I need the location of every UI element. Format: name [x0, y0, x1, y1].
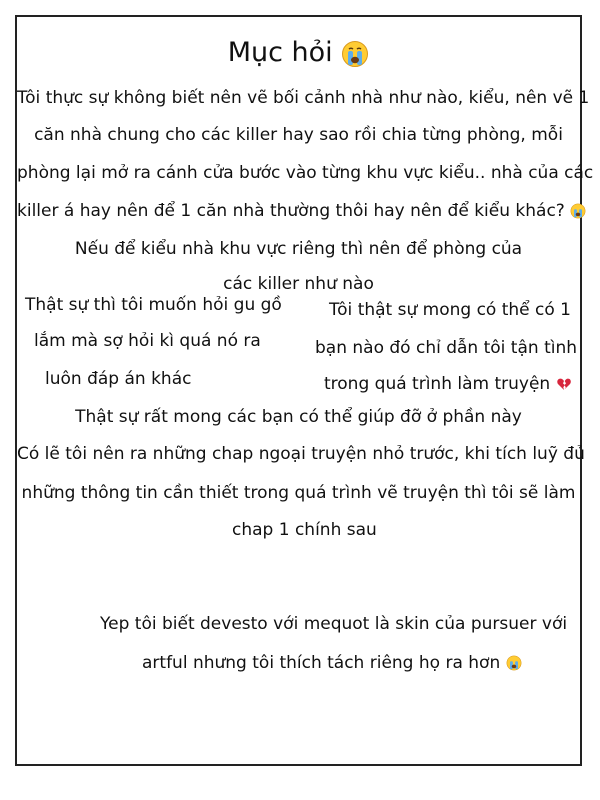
left-note-line-1: Thật sự thì tôi muốn hỏi gu gồ — [25, 295, 282, 315]
crying-face-icon — [506, 655, 522, 671]
paragraph-line-5: Nếu để kiểu nhà khu vực riêng thì nên để phòng của — [74, 239, 523, 259]
broken-heart-icon — [556, 376, 572, 392]
crying-face-icon — [341, 40, 369, 68]
right-note-line-3: trong quá trình làm truyện — [324, 374, 551, 394]
paragraph2-line-2: những thông tin cần thiết trong quá trình vẽ truyện thì tôi sẽ làm — [21, 483, 576, 503]
right-note-line-3-row — [324, 373, 572, 395]
page-title-row — [17, 35, 580, 71]
left-note-line-2: lắm mà sợ hỏi kì quá nó ra — [34, 331, 261, 351]
paragraph-line-1: Tôi thực sự không biết nên vẽ bối cảnh nhà như nào, kiểu, nên vẽ 1 — [17, 88, 590, 108]
paragraph-line-4: killer á hay nên để 1 căn nhà thường thôi hay nên để kiểu khác? — [17, 201, 565, 221]
left-note-line-3: luôn đáp án khác — [45, 369, 192, 389]
page-title: Mục hỏi — [227, 37, 333, 68]
right-note-line-2: bạn nào đó chỉ dẫn tôi tận tình — [315, 338, 578, 358]
paragraph2-line-1: Có lẽ tôi nên ra những chap ngoại truyện nhỏ trước, khi tích luỹ đủ — [17, 444, 585, 464]
paragraph-line-6: các killer như nào — [223, 274, 374, 294]
crying-face-icon — [570, 203, 586, 219]
footer-note-line-2-row — [142, 652, 522, 674]
paragraph-line-3: phòng lại mở ra cánh cửa bước vào từng khu vực kiểu.. nhà của các — [17, 163, 594, 183]
paragraph2-line-3: chap 1 chính sau — [232, 520, 377, 540]
right-note-line-1: Tôi thật sự mong có thể có 1 — [329, 300, 572, 320]
plea-line: Thật sự rất mong các bạn có thể giúp đỡ ở phần này — [75, 407, 522, 427]
footer-note-line-1: Yep tôi biết devesto với mequot là skin của pursuer với — [100, 614, 568, 634]
paragraph-line-2: căn nhà chung cho các killer hay sao rồi chia từng phòng, mỗi — [34, 125, 563, 145]
footer-note-line-2: artful nhưng tôi thích tách riêng họ ra hơn — [142, 653, 501, 673]
paragraph-line-4-row — [17, 200, 580, 222]
document-page — [15, 15, 594, 766]
